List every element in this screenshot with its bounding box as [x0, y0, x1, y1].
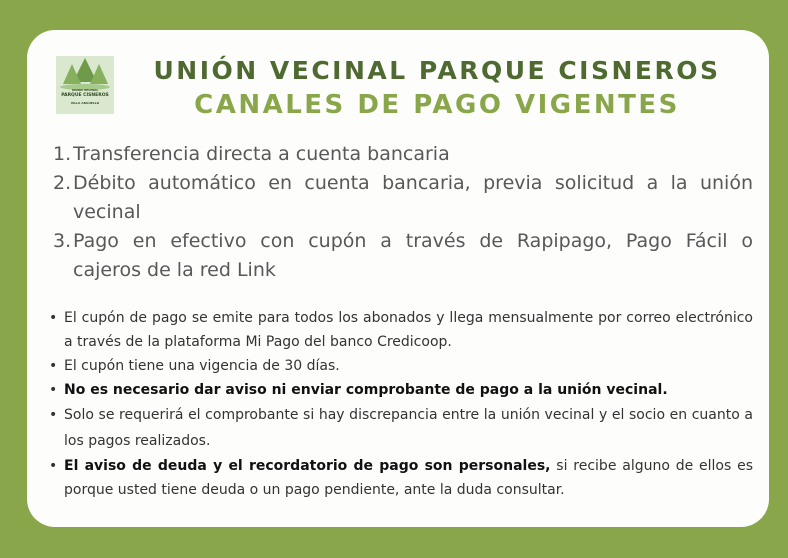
bullet-icon: •: [49, 358, 58, 374]
note-text: El cupón tiene una vigencia de 30 días.: [64, 358, 340, 374]
note-item: [49, 354, 753, 378]
channel-item: [53, 169, 753, 227]
bullet-icon: •: [49, 458, 58, 474]
note-item: [49, 402, 753, 454]
notes-list: [49, 306, 753, 502]
payment-channels-list: [53, 140, 753, 285]
logo-line-1: UNION VECINAL: [71, 88, 99, 92]
channel-number: 2.: [53, 172, 72, 194]
note-text-bold: El aviso de deuda y el recordatorio de pago son personales,: [64, 458, 551, 474]
info-card: [27, 30, 769, 527]
channel-number: 3.: [53, 230, 72, 252]
channel-text-cont: cajeros de la red Link: [73, 259, 276, 281]
note-text-bold: No es necesario dar aviso ni enviar comprobante de pago a la unión vecinal.: [64, 382, 668, 398]
note-text: El cupón de pago se emite para todos los abonados y llega mensualmente por correo electrónico a través de la plataforma Mi Pago del banco Credicoop.: [64, 310, 753, 350]
channel-text-cont: vecinal: [73, 201, 141, 223]
channel-item: [53, 227, 753, 285]
tree-icon: [56, 56, 114, 114]
channel-item: [53, 140, 753, 169]
channel-text: Pago en efectivo con cupón a través de Rapipago, Pago Fácil o: [73, 230, 753, 252]
channel-text: Débito automático en cuenta bancaria, previa solicitud a la unión: [73, 172, 753, 194]
note-text: Solo se requerirá el comprobante si hay discrepancia entre la unión vecinal y el socio en cuanto a los pagos realizados.: [64, 407, 753, 449]
note-item: [49, 378, 753, 402]
bullet-icon: •: [49, 382, 58, 398]
page-title: UNIÓN VECINAL PARQUE CISNEROS: [153, 56, 721, 85]
bullet-icon: •: [49, 407, 58, 423]
union-vecinal-logo: [56, 56, 114, 114]
logo-line-3: VILLA ARGUELLO: [70, 101, 100, 105]
note-item: [49, 454, 753, 502]
page-subtitle: CANALES DE PAGO VIGENTES: [194, 90, 680, 120]
note-item: [49, 306, 753, 354]
bullet-icon: •: [49, 310, 58, 326]
logo-line-2: PARQUE CISNEROS: [61, 93, 109, 98]
channel-text: Transferencia directa a cuenta bancaria: [73, 143, 450, 165]
channel-number: 1.: [53, 143, 72, 165]
note-text: si recibe alguno de ellos es porque usted tiene deuda o un pago pendiente, ante la duda consultar.: [64, 458, 753, 498]
